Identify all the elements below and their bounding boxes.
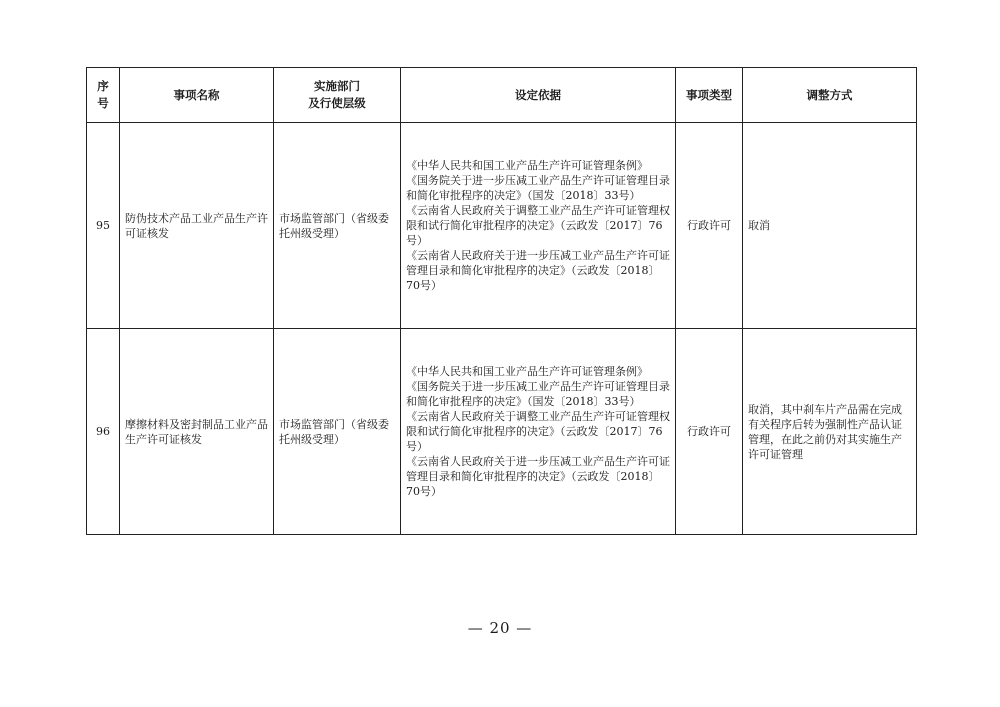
- basis-line: 《云南省人民政府关于进一步压减工业产品生产许可证管理目录和简化审批程序的决定》（云政发〔2018〕70号）: [406, 249, 670, 292]
- items-table: [86, 67, 917, 535]
- item-name: 摩擦材料及密封制品工业产品生产许可证核发: [120, 329, 274, 535]
- col-header-adjust: 调整方式: [743, 68, 917, 123]
- page-number: — 20 —: [467, 619, 533, 637]
- header-row: [87, 68, 917, 123]
- basis-line: 《云南省人民政府关于调整工业产品生产许可证管理权限和试行简化审批程序的决定》（云政发〔2017〕76号）: [406, 204, 670, 247]
- basis-line: 《国务院关于进一步压减工业产品生产许可证管理目录和简化审批程序的决定》（国发〔2018〕33号）: [406, 174, 670, 202]
- row-number: 96: [87, 329, 120, 535]
- basis-line: 《中华人民共和国工业产品生产许可证管理条例》: [406, 159, 648, 172]
- basis-line: 《国务院关于进一步压减工业产品生产许可证管理目录和简化审批程序的决定》（国发〔2018〕33号）: [406, 380, 670, 408]
- table-row: [87, 123, 917, 329]
- legal-basis: [401, 329, 676, 535]
- basis-line: 《中华人民共和国工业产品生产许可证管理条例》: [406, 365, 648, 378]
- item-type: 行政许可: [676, 123, 743, 329]
- department: 市场监管部门（省级委托州级受理）: [274, 329, 401, 535]
- item-type: 行政许可: [676, 329, 743, 535]
- table-row: [87, 329, 917, 535]
- department: 市场监管部门（省级委托州级受理）: [274, 123, 401, 329]
- col-header-name: 事项名称: [120, 68, 274, 123]
- col-header-no: 序 号: [87, 68, 120, 123]
- legal-basis: [401, 123, 676, 329]
- adjustment: 取消，其中刹车片产品需在完成有关程序后转为强制性产品认证管理，在此之前仍对其实施生产许可证管理: [743, 329, 917, 535]
- item-name: 防伪技术产品工业产品生产许可证核发: [120, 123, 274, 329]
- row-number: 95: [87, 123, 120, 329]
- col-header-type: 事项类型: [676, 68, 743, 123]
- basis-line: 《云南省人民政府关于进一步压减工业产品生产许可证管理目录和简化审批程序的决定》（云政发〔2018〕70号）: [406, 455, 670, 498]
- col-header-basis: 设定依据: [401, 68, 676, 123]
- adjustment: 取消: [743, 123, 917, 329]
- basis-line: 《云南省人民政府关于调整工业产品生产许可证管理权限和试行简化审批程序的决定》（云政发〔2017〕76号）: [406, 410, 670, 453]
- col-header-dept: 实施部门 及行使层级: [274, 68, 401, 123]
